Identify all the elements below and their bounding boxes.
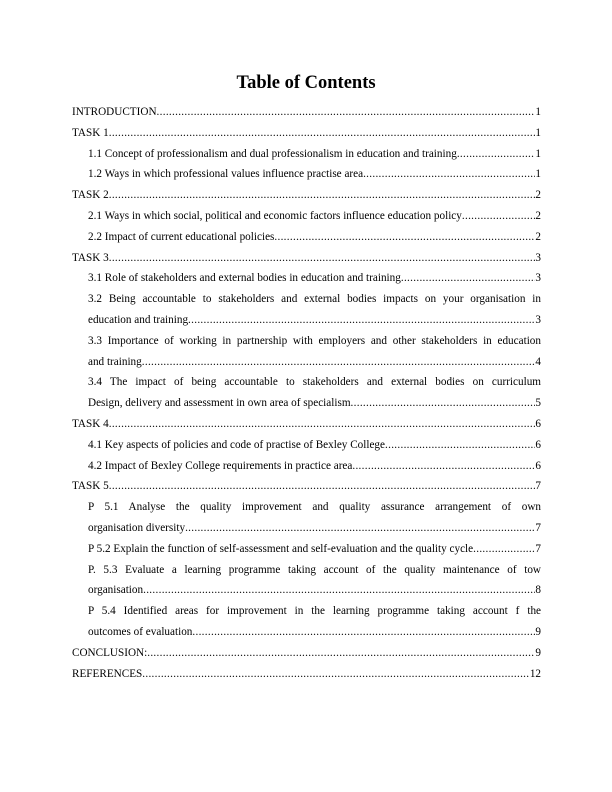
toc-page-number: 3	[535, 313, 541, 326]
toc-entry-label-line-1: 3.2 Being accountable to stakeholders and external bodies impacts on your organisation in	[88, 293, 541, 306]
toc-entry-label: CONCLUSION:	[72, 646, 148, 659]
dot-leader	[351, 393, 536, 414]
dot-leader	[143, 580, 535, 601]
toc-entry-task-1[interactable]	[72, 123, 541, 144]
toc-entry-label: TASK 4	[72, 417, 109, 430]
toc-entry-label-line-2: organisation	[88, 584, 144, 597]
toc-entry-3-3[interactable]	[88, 331, 541, 373]
toc-entry-label-line-1: P 5.1 Analyse the quality improvement and quality assurance arrangement of own	[88, 501, 541, 514]
dot-leader	[274, 227, 535, 248]
table-of-contents	[72, 102, 541, 684]
toc-entry-p-5-3[interactable]	[88, 560, 541, 602]
toc-page-number: 7	[535, 521, 541, 534]
toc-page-number: 3	[535, 251, 541, 264]
toc-page-number: 7	[535, 480, 541, 493]
toc-entry-conclusion[interactable]	[72, 643, 541, 664]
dot-leader	[473, 539, 535, 560]
dot-leader	[185, 518, 535, 539]
toc-page-number: 1	[535, 168, 541, 181]
toc-entry-label: TASK 5	[72, 480, 109, 493]
toc-entry-4-1[interactable]	[88, 435, 541, 456]
toc-entry-label: REFERENCES	[72, 667, 143, 680]
toc-entry-label: 2.2 Impact of current educational policies	[88, 230, 275, 243]
toc-page-number: 4	[535, 355, 541, 368]
toc-entry-label: P 5.2 Explain the function of self-assessment and self-evaluation and the quality cycle	[88, 542, 474, 555]
dot-leader	[352, 456, 535, 477]
toc-entry-3-4[interactable]	[88, 372, 541, 414]
toc-page-number: 9	[535, 646, 541, 659]
toc-entry-label-line-1: 3.3 Importance of working in partnership with employers and other stakeholders in education	[88, 334, 541, 347]
toc-entry-references[interactable]	[72, 664, 541, 685]
toc-entry-task-5[interactable]	[72, 476, 541, 497]
toc-page-number: 3	[535, 272, 541, 285]
toc-entry-label: INTRODUCTION	[72, 106, 157, 118]
toc-entry-label: 3.1 Role of stakeholders and external bodies in education and training	[88, 272, 401, 285]
toc-page-number: 6	[535, 459, 541, 472]
toc-entry-1-1[interactable]	[88, 144, 541, 165]
toc-entry-label-line-2: organisation diversity	[88, 521, 186, 534]
toc-page-number: 1	[535, 106, 541, 118]
dot-leader	[457, 144, 536, 165]
toc-entry-label-line-2: education and training	[88, 313, 189, 326]
dot-leader	[192, 622, 535, 643]
toc-page-number: 7	[535, 542, 541, 555]
dot-leader	[109, 414, 536, 435]
toc-page-number: 6	[535, 417, 541, 430]
toc-entry-label: 1.2 Ways in which professional values influence practise area	[88, 168, 364, 181]
toc-entry-2-2[interactable]	[88, 227, 541, 248]
toc-entry-task-4[interactable]	[72, 414, 541, 435]
toc-entry-label: 2.1 Ways in which social, political and economic factors influence education policy	[88, 209, 462, 222]
toc-entry-p-5-4[interactable]	[88, 601, 541, 643]
toc-entry-p-5-1[interactable]	[88, 497, 541, 539]
toc-entry-label: TASK 2	[72, 189, 109, 202]
dot-leader	[142, 664, 530, 685]
toc-page-number: 8	[535, 584, 541, 597]
toc-entry-label: 4.1 Key aspects of policies and code of practise of Bexley College	[88, 438, 385, 451]
dot-leader	[109, 476, 536, 497]
dot-leader	[109, 248, 536, 269]
toc-entry-label-line-1: P. 5.3 Evaluate a learning programme taking account of the quality maintenance of tow	[88, 563, 541, 576]
page-title: Table of Contents	[236, 73, 376, 93]
dot-leader	[363, 164, 535, 185]
toc-entry-label: TASK 1	[72, 126, 109, 139]
toc-entry-task-2[interactable]	[72, 185, 541, 206]
dot-leader	[147, 643, 535, 664]
toc-entry-label-line-2: and training	[88, 355, 142, 368]
toc-entry-label-line-2: Design, delivery and assessment in own area of specialism	[88, 397, 351, 410]
toc-entry-3-1[interactable]	[88, 268, 541, 289]
toc-entry-4-2[interactable]	[88, 456, 541, 477]
toc-page-number: 9	[535, 625, 541, 638]
toc-page-number: 12	[529, 667, 541, 680]
toc-entry-label: 4.2 Impact of Bexley College requirements in practice area	[88, 459, 353, 472]
toc-page-number: 5	[535, 397, 541, 410]
dot-leader	[188, 310, 535, 331]
toc-entry-1-2[interactable]	[88, 164, 541, 185]
toc-entry-label-line-1: P 5.4 Identified areas for improvement in the learning programme taking account f the	[88, 605, 541, 618]
dot-leader	[462, 206, 536, 227]
toc-entry-introduction[interactable]	[72, 102, 541, 123]
toc-page-number: 1	[535, 147, 541, 160]
toc-page-number: 2	[535, 230, 541, 243]
toc-entry-p-5-2[interactable]	[88, 539, 541, 560]
dot-leader	[385, 435, 535, 456]
toc-page-number: 2	[535, 189, 541, 202]
dot-leader	[109, 123, 536, 144]
toc-entry-label: 1.1 Concept of professionalism and dual professionalism in education and training	[88, 147, 457, 160]
dot-leader	[109, 185, 536, 206]
dot-leader	[142, 352, 536, 373]
toc-entry-3-2[interactable]	[88, 289, 541, 331]
toc-entry-task-3[interactable]	[72, 248, 541, 269]
toc-entry-label: TASK 3	[72, 251, 109, 264]
toc-entry-2-1[interactable]	[88, 206, 541, 227]
dot-leader	[401, 268, 536, 289]
toc-page-number: 6	[535, 438, 541, 451]
toc-entry-label-line-1: 3.4 The impact of being accountable to stakeholders and external bodies on curriculum	[88, 376, 541, 389]
dot-leader	[157, 102, 536, 123]
toc-page-number: 2	[535, 209, 541, 222]
toc-entry-label-line-2: outcomes of evaluation	[88, 625, 193, 638]
toc-page-number: 1	[535, 126, 541, 139]
